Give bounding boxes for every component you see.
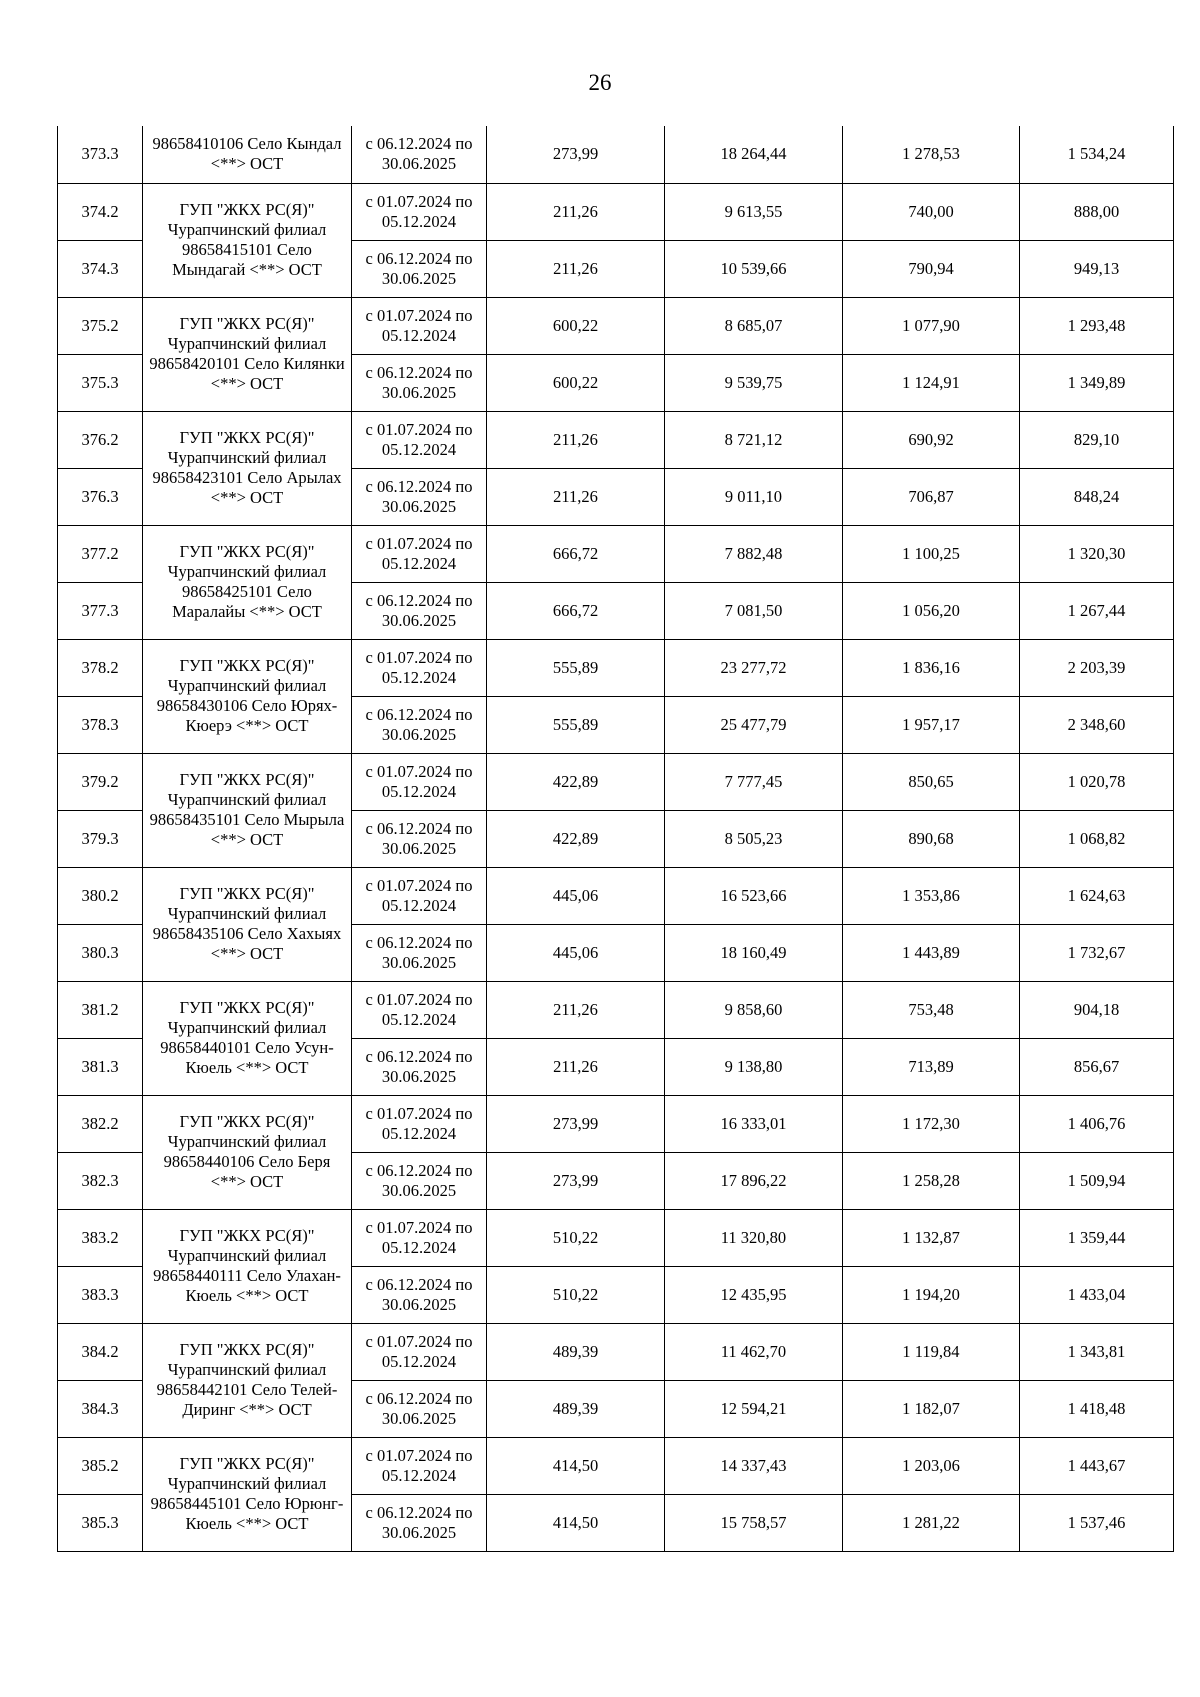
row-id: 383.3 [58, 1266, 143, 1323]
row-id: 385.2 [58, 1437, 143, 1494]
table-row [58, 1437, 1174, 1494]
row-id: 378.3 [58, 696, 143, 753]
row-id: 379.2 [58, 753, 143, 810]
row-id: 381.2 [58, 981, 143, 1038]
value-cell: 273,99 [487, 1152, 665, 1209]
table-row [58, 126, 1174, 183]
row-id: 378.2 [58, 639, 143, 696]
period-cell: с 06.12.2024 по 30.06.2025 [352, 582, 487, 639]
value-cell: 9 858,60 [665, 981, 843, 1038]
row-id: 382.2 [58, 1095, 143, 1152]
table-row [58, 183, 1174, 240]
value-cell: 888,00 [1020, 183, 1174, 240]
value-cell: 211,26 [487, 240, 665, 297]
value-cell: 1 349,89 [1020, 354, 1174, 411]
value-cell: 850,65 [843, 753, 1020, 810]
row-id: 380.2 [58, 867, 143, 924]
value-cell: 10 539,66 [665, 240, 843, 297]
value-cell: 1 132,87 [843, 1209, 1020, 1266]
value-cell: 7 777,45 [665, 753, 843, 810]
value-cell: 14 337,43 [665, 1437, 843, 1494]
row-id: 373.3 [58, 126, 143, 183]
value-cell: 9 138,80 [665, 1038, 843, 1095]
value-cell: 1 359,44 [1020, 1209, 1174, 1266]
value-cell: 1 293,48 [1020, 297, 1174, 354]
period-cell: с 01.07.2024 по 05.12.2024 [352, 867, 487, 924]
value-cell: 1 281,22 [843, 1494, 1020, 1551]
row-id: 374.2 [58, 183, 143, 240]
value-cell: 422,89 [487, 810, 665, 867]
period-cell: с 01.07.2024 по 05.12.2024 [352, 639, 487, 696]
period-cell: с 06.12.2024 по 30.06.2025 [352, 1380, 487, 1437]
value-cell: 7 081,50 [665, 582, 843, 639]
value-cell: 600,22 [487, 354, 665, 411]
value-cell: 489,39 [487, 1380, 665, 1437]
table-row [58, 1209, 1174, 1266]
value-cell: 18 264,44 [665, 126, 843, 183]
value-cell: 211,26 [487, 411, 665, 468]
value-cell: 273,99 [487, 126, 665, 183]
organization-cell: ГУП "ЖКХ РС(Я)" Чурапчинский филиал 98658425101 Село Маралайы <**> ОСТ [143, 525, 352, 639]
table-row [58, 867, 1174, 924]
value-cell: 666,72 [487, 525, 665, 582]
value-cell: 1 534,24 [1020, 126, 1174, 183]
period-cell: с 01.07.2024 по 05.12.2024 [352, 525, 487, 582]
value-cell: 211,26 [487, 981, 665, 1038]
row-id: 376.2 [58, 411, 143, 468]
value-cell: 12 594,21 [665, 1380, 843, 1437]
value-cell: 1 068,82 [1020, 810, 1174, 867]
organization-cell: ГУП "ЖКХ РС(Я)" Чурапчинский филиал 98658435101 Село Мырыла <**> ОСТ [143, 753, 352, 867]
period-cell: с 06.12.2024 по 30.06.2025 [352, 696, 487, 753]
value-cell: 8 505,23 [665, 810, 843, 867]
table-row [58, 525, 1174, 582]
value-cell: 17 896,22 [665, 1152, 843, 1209]
period-cell: с 01.07.2024 по 05.12.2024 [352, 183, 487, 240]
value-cell: 856,67 [1020, 1038, 1174, 1095]
value-cell: 12 435,95 [665, 1266, 843, 1323]
period-cell: с 01.07.2024 по 05.12.2024 [352, 981, 487, 1038]
value-cell: 1 278,53 [843, 126, 1020, 183]
tariff-table [57, 126, 1174, 1552]
value-cell: 1 443,67 [1020, 1437, 1174, 1494]
value-cell: 1 124,91 [843, 354, 1020, 411]
value-cell: 1 100,25 [843, 525, 1020, 582]
table-row [58, 1095, 1174, 1152]
organization-cell: ГУП "ЖКХ РС(Я)" Чурапчинский филиал 98658423101 Село Арылах <**> ОСТ [143, 411, 352, 525]
organization-cell: ГУП "ЖКХ РС(Я)" Чурапчинский филиал 98658440101 Село Усун-Кюель <**> ОСТ [143, 981, 352, 1095]
period-cell: с 06.12.2024 по 30.06.2025 [352, 1266, 487, 1323]
row-id: 375.2 [58, 297, 143, 354]
row-id: 385.3 [58, 1494, 143, 1551]
organization-cell: ГУП "ЖКХ РС(Я)" Чурапчинский филиал 98658415101 Село Мындагай <**> ОСТ [143, 183, 352, 297]
value-cell: 1 182,07 [843, 1380, 1020, 1437]
value-cell: 1 443,89 [843, 924, 1020, 981]
period-cell: с 01.07.2024 по 05.12.2024 [352, 1209, 487, 1266]
value-cell: 1 836,16 [843, 639, 1020, 696]
row-id: 379.3 [58, 810, 143, 867]
value-cell: 9 539,75 [665, 354, 843, 411]
table-row [58, 639, 1174, 696]
value-cell: 16 333,01 [665, 1095, 843, 1152]
organization-cell: 98658410106 Село Кындал <**> ОСТ [143, 126, 352, 183]
value-cell: 790,94 [843, 240, 1020, 297]
table-row [58, 411, 1174, 468]
organization-cell: ГУП "ЖКХ РС(Я)" Чурапчинский филиал 98658435106 Село Хахыях <**> ОСТ [143, 867, 352, 981]
value-cell: 1 957,17 [843, 696, 1020, 753]
row-id: 375.3 [58, 354, 143, 411]
value-cell: 1 433,04 [1020, 1266, 1174, 1323]
value-cell: 1 732,67 [1020, 924, 1174, 981]
value-cell: 422,89 [487, 753, 665, 810]
value-cell: 11 462,70 [665, 1323, 843, 1380]
value-cell: 445,06 [487, 924, 665, 981]
value-cell: 1 258,28 [843, 1152, 1020, 1209]
row-id: 377.3 [58, 582, 143, 639]
value-cell: 510,22 [487, 1266, 665, 1323]
period-cell: с 06.12.2024 по 30.06.2025 [352, 468, 487, 525]
value-cell: 414,50 [487, 1494, 665, 1551]
period-cell: с 01.07.2024 по 05.12.2024 [352, 753, 487, 810]
value-cell: 211,26 [487, 468, 665, 525]
table-row [58, 1323, 1174, 1380]
row-id: 376.3 [58, 468, 143, 525]
value-cell: 713,89 [843, 1038, 1020, 1095]
value-cell: 904,18 [1020, 981, 1174, 1038]
value-cell: 1 320,30 [1020, 525, 1174, 582]
organization-cell: ГУП "ЖКХ РС(Я)" Чурапчинский филиал 98658440106 Село Беря <**> ОСТ [143, 1095, 352, 1209]
value-cell: 273,99 [487, 1095, 665, 1152]
organization-cell: ГУП "ЖКХ РС(Я)" Чурапчинский филиал 98658430106 Село Юрях-Кюерэ <**> ОСТ [143, 639, 352, 753]
value-cell: 753,48 [843, 981, 1020, 1038]
value-cell: 7 882,48 [665, 525, 843, 582]
value-cell: 740,00 [843, 183, 1020, 240]
period-cell: с 06.12.2024 по 30.06.2025 [352, 1152, 487, 1209]
value-cell: 1 203,06 [843, 1437, 1020, 1494]
row-id: 377.2 [58, 525, 143, 582]
period-cell: с 06.12.2024 по 30.06.2025 [352, 126, 487, 183]
value-cell: 1 343,81 [1020, 1323, 1174, 1380]
value-cell: 1 406,76 [1020, 1095, 1174, 1152]
value-cell: 8 685,07 [665, 297, 843, 354]
page-number: 26 [588, 70, 612, 95]
value-cell: 1 537,46 [1020, 1494, 1174, 1551]
period-cell: с 06.12.2024 по 30.06.2025 [352, 240, 487, 297]
value-cell: 1 172,30 [843, 1095, 1020, 1152]
value-cell: 9 613,55 [665, 183, 843, 240]
value-cell: 1 020,78 [1020, 753, 1174, 810]
table-row [58, 297, 1174, 354]
row-id: 380.3 [58, 924, 143, 981]
organization-cell: ГУП "ЖКХ РС(Я)" Чурапчинский филиал 98658440111 Село Улахан-Кюель <**> ОСТ [143, 1209, 352, 1323]
value-cell: 1 119,84 [843, 1323, 1020, 1380]
organization-cell: ГУП "ЖКХ РС(Я)" Чурапчинский филиал 98658420101 Село Килянки <**> ОСТ [143, 297, 352, 411]
value-cell: 1 056,20 [843, 582, 1020, 639]
value-cell: 1 194,20 [843, 1266, 1020, 1323]
value-cell: 2 203,39 [1020, 639, 1174, 696]
value-cell: 2 348,60 [1020, 696, 1174, 753]
period-cell: с 01.07.2024 по 05.12.2024 [352, 297, 487, 354]
value-cell: 1 353,86 [843, 867, 1020, 924]
value-cell: 555,89 [487, 696, 665, 753]
value-cell: 414,50 [487, 1437, 665, 1494]
value-cell: 15 758,57 [665, 1494, 843, 1551]
row-id: 383.2 [58, 1209, 143, 1266]
value-cell: 666,72 [487, 582, 665, 639]
value-cell: 445,06 [487, 867, 665, 924]
value-cell: 1 509,94 [1020, 1152, 1174, 1209]
table-row [58, 753, 1174, 810]
value-cell: 16 523,66 [665, 867, 843, 924]
value-cell: 1 077,90 [843, 297, 1020, 354]
value-cell: 1 267,44 [1020, 582, 1174, 639]
period-cell: с 01.07.2024 по 05.12.2024 [352, 1437, 487, 1494]
value-cell: 510,22 [487, 1209, 665, 1266]
value-cell: 211,26 [487, 1038, 665, 1095]
period-cell: с 06.12.2024 по 30.06.2025 [352, 924, 487, 981]
value-cell: 1 418,48 [1020, 1380, 1174, 1437]
value-cell: 489,39 [487, 1323, 665, 1380]
value-cell: 25 477,79 [665, 696, 843, 753]
row-id: 381.3 [58, 1038, 143, 1095]
row-id: 384.3 [58, 1380, 143, 1437]
period-cell: с 01.07.2024 по 05.12.2024 [352, 1323, 487, 1380]
value-cell: 600,22 [487, 297, 665, 354]
value-cell: 949,13 [1020, 240, 1174, 297]
value-cell: 9 011,10 [665, 468, 843, 525]
value-cell: 690,92 [843, 411, 1020, 468]
value-cell: 890,68 [843, 810, 1020, 867]
value-cell: 8 721,12 [665, 411, 843, 468]
period-cell: с 01.07.2024 по 05.12.2024 [352, 411, 487, 468]
value-cell: 829,10 [1020, 411, 1174, 468]
organization-cell: ГУП "ЖКХ РС(Я)" Чурапчинский филиал 98658445101 Село Юрюнг-Кюель <**> ОСТ [143, 1437, 352, 1551]
value-cell: 11 320,80 [665, 1209, 843, 1266]
value-cell: 18 160,49 [665, 924, 843, 981]
period-cell: с 06.12.2024 по 30.06.2025 [352, 354, 487, 411]
value-cell: 1 624,63 [1020, 867, 1174, 924]
value-cell: 848,24 [1020, 468, 1174, 525]
value-cell: 555,89 [487, 639, 665, 696]
table-row [58, 981, 1174, 1038]
row-id: 384.2 [58, 1323, 143, 1380]
period-cell: с 06.12.2024 по 30.06.2025 [352, 810, 487, 867]
row-id: 374.3 [58, 240, 143, 297]
period-cell: с 01.07.2024 по 05.12.2024 [352, 1095, 487, 1152]
period-cell: с 06.12.2024 по 30.06.2025 [352, 1038, 487, 1095]
value-cell: 211,26 [487, 183, 665, 240]
value-cell: 23 277,72 [665, 639, 843, 696]
value-cell: 706,87 [843, 468, 1020, 525]
row-id: 382.3 [58, 1152, 143, 1209]
period-cell: с 06.12.2024 по 30.06.2025 [352, 1494, 487, 1551]
organization-cell: ГУП "ЖКХ РС(Я)" Чурапчинский филиал 98658442101 Село Телей-Диринг <**> ОСТ [143, 1323, 352, 1437]
